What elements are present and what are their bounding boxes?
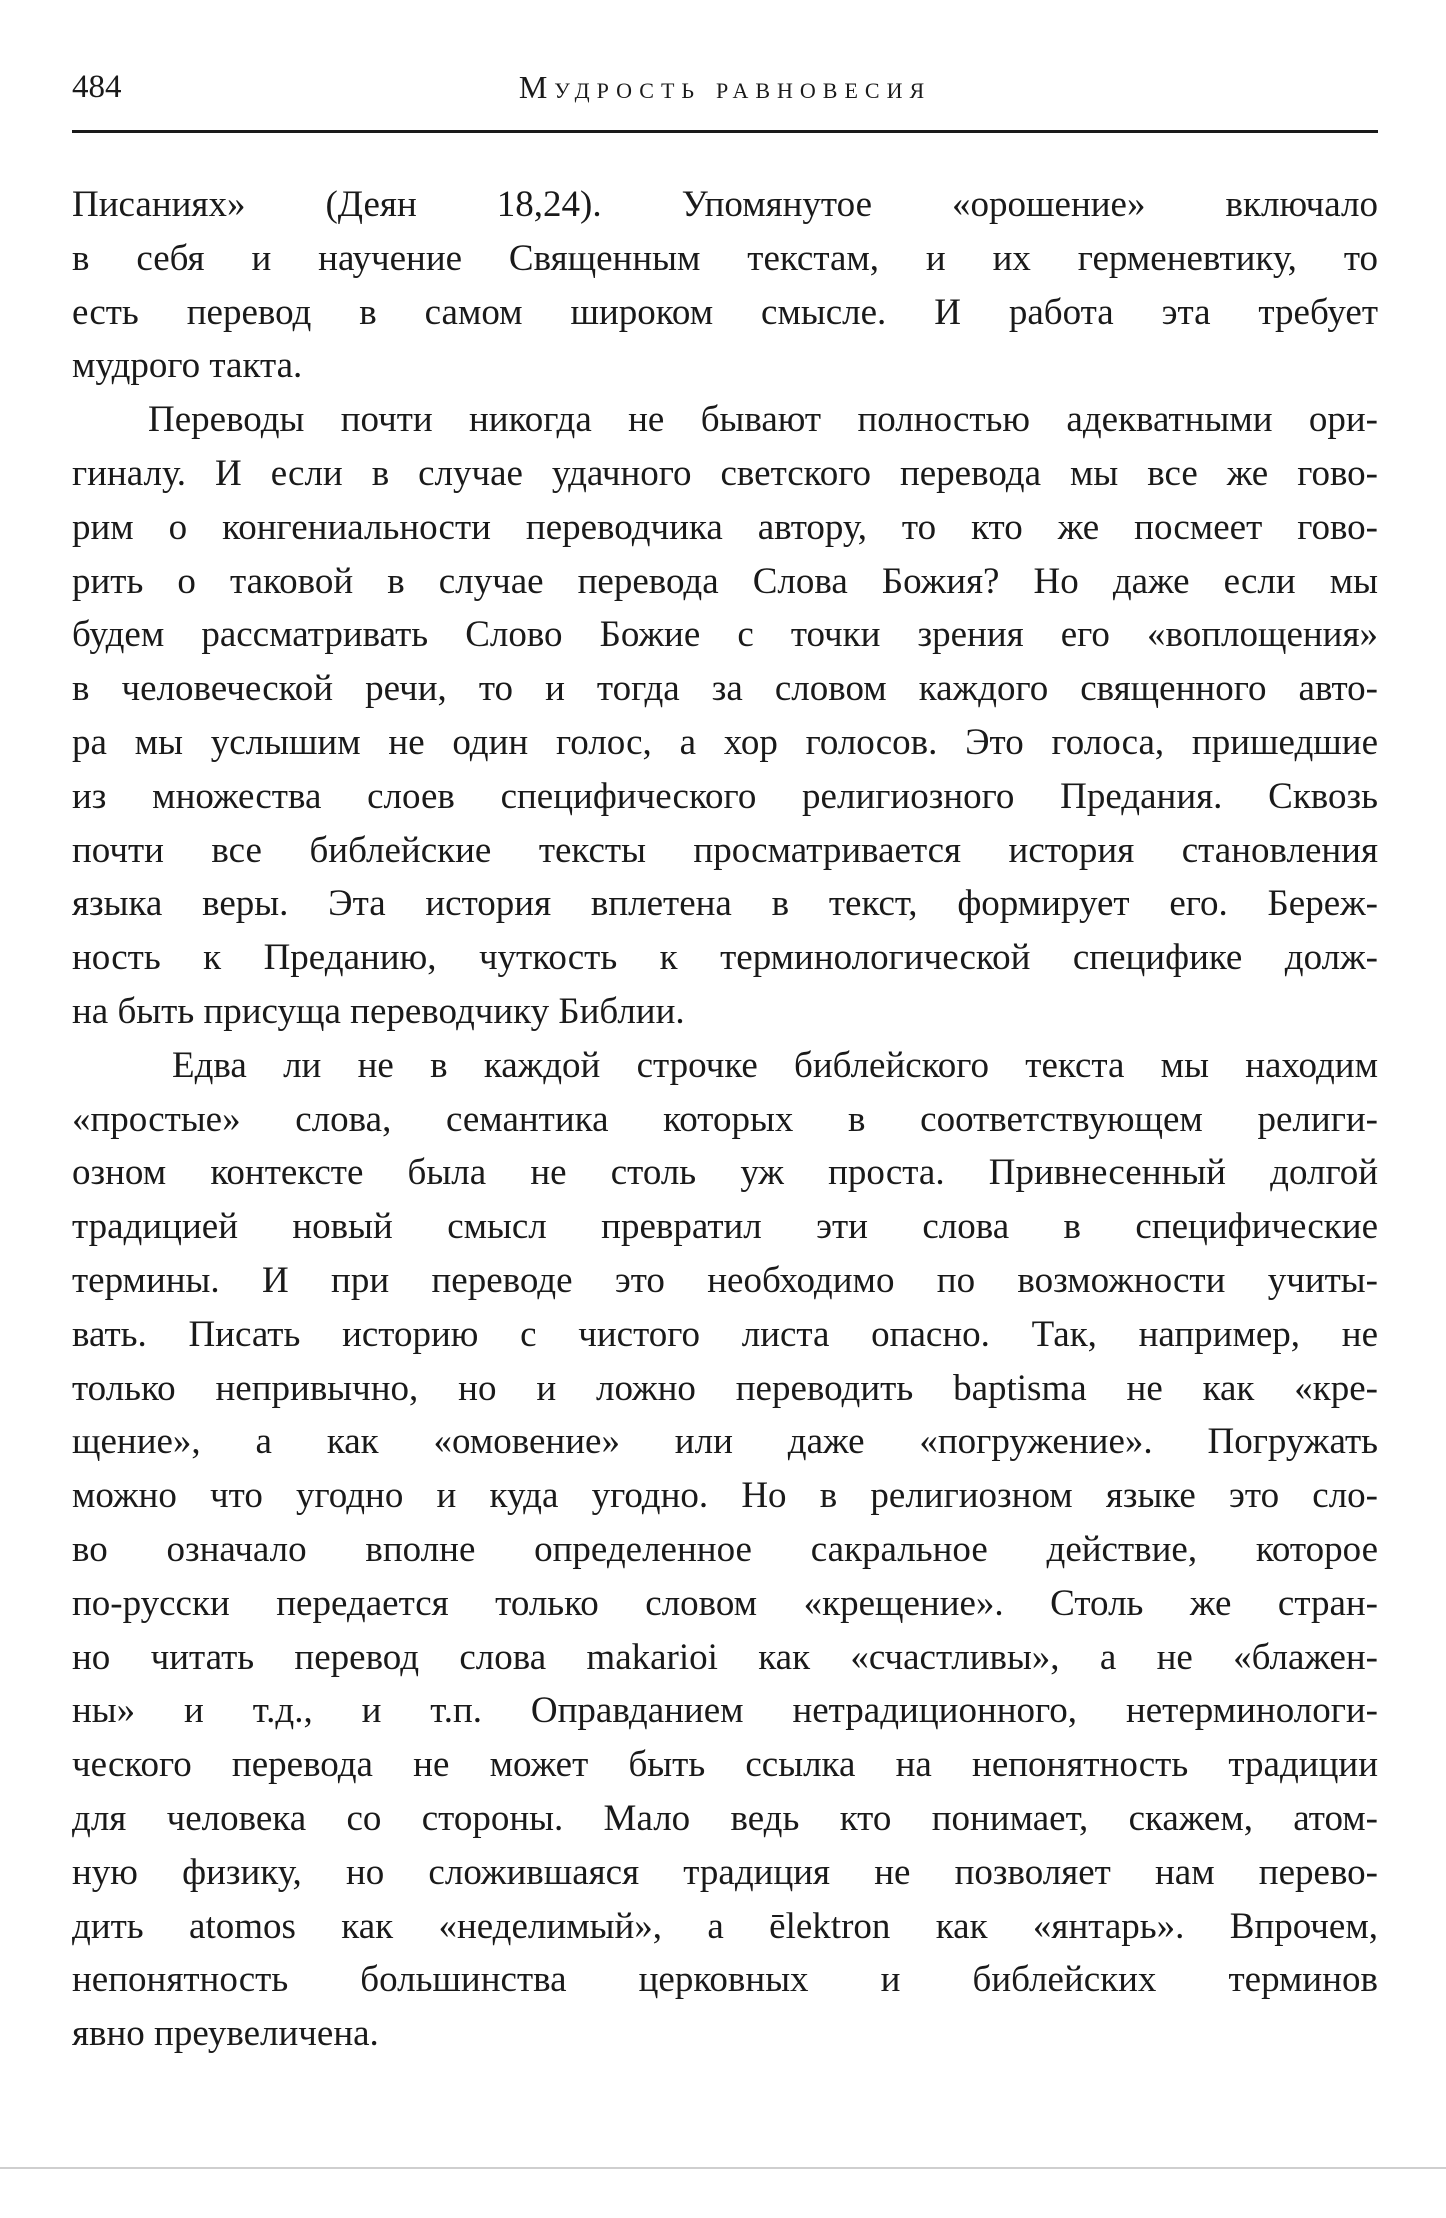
text-line: есть перевод в самом широком смысле. И работа эта требует [72,291,1378,333]
text-line: Едва ли не в каждой строчке библейского текста мы находим [172,1044,1378,1086]
text-line: непонятность большинства церковных и библейских терминов [72,1959,1378,2001]
text-line: языка веры. Эта история вплетена в текст, формирует его. Береж- [72,883,1378,925]
text-line: рить о таковой в случае перевода Слова Божия? Но даже если мы [72,560,1378,602]
body-text [72,178,1378,2061]
text-line: традицией новый смысл превратил эти слова в специфические [72,1206,1378,1248]
header-rule [72,130,1378,133]
page-header [72,62,1378,112]
text-line: озном контексте была не столь уж проста. Привнесенный долгой [72,1152,1378,1194]
text-line: мудрого такта. [72,345,303,387]
text-line: в человеческой речи, то и тогда за словом каждого священного авто- [72,668,1378,710]
text-line: во означало вполне определенное сакральное действие, которое [72,1528,1378,1570]
text-line: рим о конгениальности переводчика автору, то кто же посмеет гово- [72,506,1378,548]
text-line: явно преувеличена. [72,2013,379,2055]
text-line: ны» и т.д., и т.п. Оправданием нетрадиционного, нетерминологи- [72,1690,1378,1732]
text-line: можно что угодно и куда угодно. Но в религиозном языке это сло- [72,1475,1378,1517]
text-line: термины. И при переводе это необходимо по возможности учиты- [72,1259,1378,1301]
text-line: для человека со стороны. Мало ведь кто понимает, скажем, атом- [72,1797,1378,1839]
text-line: Писаниях» (Деян 18,24). Упомянутое «орошение» включало [72,184,1378,225]
text-line: будем рассматривать Слово Божие с точки зрения его «воплощения» [72,614,1378,656]
text-line: гиналу. И если в случае удачного светского перевода мы все же гово- [72,452,1378,494]
text-line: по-русски передается только словом «крещение». Столь же стран- [72,1582,1378,1624]
text-line: дить atomos как «неделимый», а ēlektron как «янтарь». Впрочем, [72,1905,1378,1947]
text-line: ность к Преданию, чуткость к терминологической специфике долж- [72,937,1378,979]
text-line: ную физику, но сложившаяся традиция не позволяет нам перево- [72,1851,1378,1893]
text-line: из множества слоев специфического религиозного Предания. Сквозь [72,775,1378,817]
text-line: Переводы почти никогда не бывают полностью адекватными ори- [148,399,1378,441]
text-line: на быть присуща переводчику Библии. [72,990,685,1032]
running-title: Мудрость равновесия [518,69,932,105]
page-bottom-rule [0,2167,1446,2169]
text-line: почти все библейские тексты просматривается история становления [72,829,1378,871]
text-line: вать. Писать историю с чистого листа опасно. Так, например, не [72,1313,1378,1355]
page-number: 484 [72,69,122,105]
text-line: щение», а как «омовение» или даже «погружение». Погружать [72,1421,1378,1463]
text-line: ра мы услышим не один голос, а хор голосов. Это голоса, пришедшие [72,721,1378,763]
text-line: «простые» слова, семантика которых в соответствующем религи- [72,1098,1378,1140]
text-line: только непривычно, но и ложно переводить baptisma не как «кре- [72,1367,1378,1409]
text-line: в себя и научение Священным текстам, и их герменевтику, то [72,237,1378,279]
text-line: но читать перевод слова makarioi как «счастливы», а не «блажен- [72,1636,1378,1678]
text-line: ческого перевода не может быть ссылка на непонятность традиции [72,1744,1378,1786]
